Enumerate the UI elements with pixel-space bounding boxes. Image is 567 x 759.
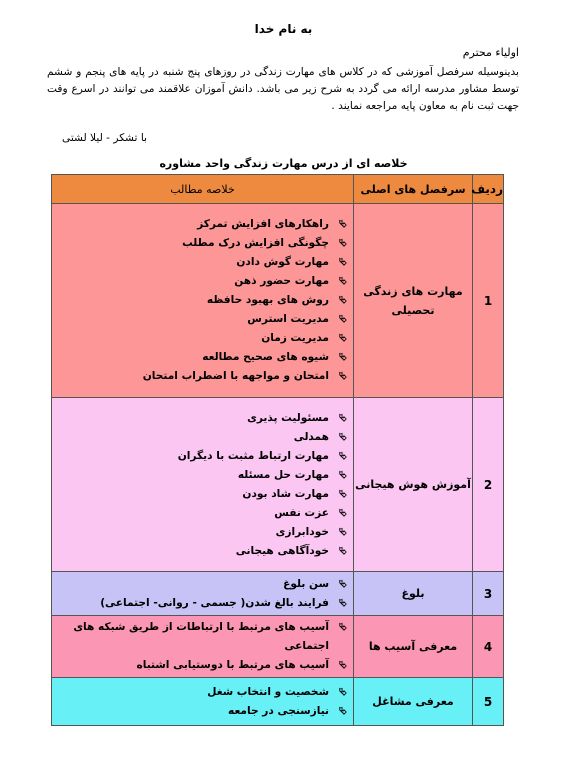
row-number: 1 [473, 204, 504, 398]
table-row [52, 572, 504, 616]
check-arrow-icon: ⮱ [339, 295, 347, 306]
row-topic: مهارت های زندگی تحصیلی [354, 204, 473, 398]
detail-item [52, 409, 353, 428]
detail-item [52, 428, 353, 447]
detail-item-text: چگونگی افزایش درک مطلب [182, 237, 329, 249]
check-arrow-icon: ⮱ [339, 469, 347, 481]
detail-item-text: آسیب های مرتبط با دوستیابی اشتباه [136, 659, 329, 671]
detail-item-text: خودآگاهی هیجانی [235, 544, 329, 557]
detail-item-text: مهارت ارتباط مثبت با دیگران [177, 449, 329, 462]
detail-item [52, 523, 353, 542]
detail-item [52, 447, 353, 466]
detail-item [52, 683, 353, 702]
check-arrow-icon: ⮱ [339, 371, 347, 382]
header-topic: سرفصل های اصلی [354, 175, 473, 204]
detail-item [52, 310, 353, 329]
table-row [52, 398, 504, 572]
check-arrow-icon: ⮱ [339, 705, 347, 717]
detail-item-text: شخصیت و انتخاب شغل [207, 685, 329, 698]
detail-item [52, 348, 353, 367]
check-arrow-icon: ⮱ [339, 314, 347, 325]
detail-item-text: نیازسنجی در جامعه [228, 704, 329, 717]
check-arrow-icon: ⮱ [339, 431, 347, 443]
detail-item [52, 253, 353, 272]
detail-item [52, 594, 353, 613]
detail-item [52, 466, 353, 485]
row-topic: معرفی آسیب ها [354, 616, 473, 678]
signature: با تشکر - لیلا لشتی [61, 132, 147, 144]
detail-item-text: سن بلوغ [283, 577, 329, 590]
check-arrow-icon: ⮱ [339, 488, 347, 500]
check-arrow-icon: ⮱ [339, 412, 347, 424]
row-number: 3 [473, 572, 504, 616]
check-arrow-icon: ⮱ [339, 526, 347, 538]
check-arrow-icon: ⮱ [339, 333, 347, 344]
row-details [52, 204, 354, 398]
check-arrow-icon: ⮱ [339, 545, 347, 557]
check-arrow-icon: ⮱ [339, 219, 347, 230]
row-topic: معرفی مشاغل [354, 678, 473, 726]
detail-item-text: فرایند بالغ شدن( جسمی - روانی- اجتماعی) [100, 596, 329, 609]
detail-item-text: مهارت شاد بودن [242, 487, 329, 500]
table-caption: خلاصه ای از درس مهارت زندگی واحد مشاوره [159, 157, 408, 170]
detail-item-text: مدیریت استرس [247, 313, 329, 325]
detail-item [52, 702, 353, 721]
detail-item-text: مسئولیت پذیری [247, 411, 329, 424]
detail-item-text: روش های بهبود حافظه [206, 294, 329, 306]
detail-item-text: آسیب های مرتبط با ارتباطات از طریق شبکه های اجتماعی [73, 621, 329, 652]
header-row-number: ردیف [473, 175, 504, 204]
table-row [52, 204, 504, 398]
row-details [52, 572, 354, 616]
check-arrow-icon: ⮱ [339, 597, 347, 609]
check-arrow-icon: ⮱ [339, 276, 347, 287]
detail-item-text: مهارت گوش دادن [236, 256, 329, 268]
row-details [52, 678, 354, 726]
detail-item [52, 504, 353, 523]
check-arrow-icon: ⮱ [339, 352, 347, 363]
detail-item [52, 215, 353, 234]
check-arrow-icon: ⮱ [339, 578, 347, 590]
row-topic: آموزش هوش هیجانی [354, 398, 473, 572]
row-number: 4 [473, 616, 504, 678]
table-header-row [52, 175, 504, 204]
detail-item-text: عزت نفس [274, 506, 329, 519]
row-number: 2 [473, 398, 504, 572]
detail-item [52, 618, 353, 656]
intro-paragraph: بدینوسیله سرفصل آموزشی که در کلاس های مهارت زندگی در روزهای پنج شنبه در پایه های پنجم و ششم توسط مشاور مدرسه ارائه می گردد به شرح زیر می باشد. دانش آموزان علاقمند می توانند در اسرع وقت جهت ثبت نام به معاون پایه مراجعه نمایند . [47, 66, 519, 112]
row-topic: بلوغ [354, 572, 473, 616]
detail-item-text: مهارت حضور ذهن [234, 275, 329, 287]
detail-item [52, 367, 353, 386]
check-arrow-icon: ⮱ [339, 660, 347, 671]
detail-item-text: مهارت حل مسئله [237, 468, 329, 481]
greeting: اولیاء محترم [462, 46, 519, 59]
check-arrow-icon: ⮱ [339, 686, 347, 698]
detail-item-text: مدیریت زمان [261, 332, 329, 344]
detail-item-text: شیوه های صحیح مطالعه [202, 351, 329, 363]
detail-item [52, 542, 353, 561]
row-details [52, 398, 354, 572]
table-row [52, 678, 504, 726]
detail-item-text: امتحان و مواجهه با اضطراب امتحان [142, 370, 329, 382]
detail-item [52, 485, 353, 504]
row-number: 5 [473, 678, 504, 726]
page-title: به نام خدا [254, 22, 313, 36]
check-arrow-icon: ⮱ [339, 622, 347, 633]
curriculum-table [51, 174, 504, 726]
detail-item-text: راهکارهای افزایش تمرکز [197, 218, 329, 230]
check-arrow-icon: ⮱ [339, 450, 347, 462]
check-arrow-icon: ⮱ [339, 238, 347, 249]
check-arrow-icon: ⮱ [339, 507, 347, 519]
table-row [52, 616, 504, 678]
detail-item [52, 234, 353, 253]
detail-item [52, 272, 353, 291]
detail-item-text: همدلی [293, 430, 329, 443]
row-details [52, 616, 354, 678]
detail-item-text: خودابرازی [275, 525, 329, 538]
detail-item [52, 656, 353, 675]
check-arrow-icon: ⮱ [339, 257, 347, 268]
detail-item [52, 575, 353, 594]
detail-item [52, 291, 353, 310]
header-details: خلاصه مطالب [52, 175, 354, 204]
detail-item [52, 329, 353, 348]
